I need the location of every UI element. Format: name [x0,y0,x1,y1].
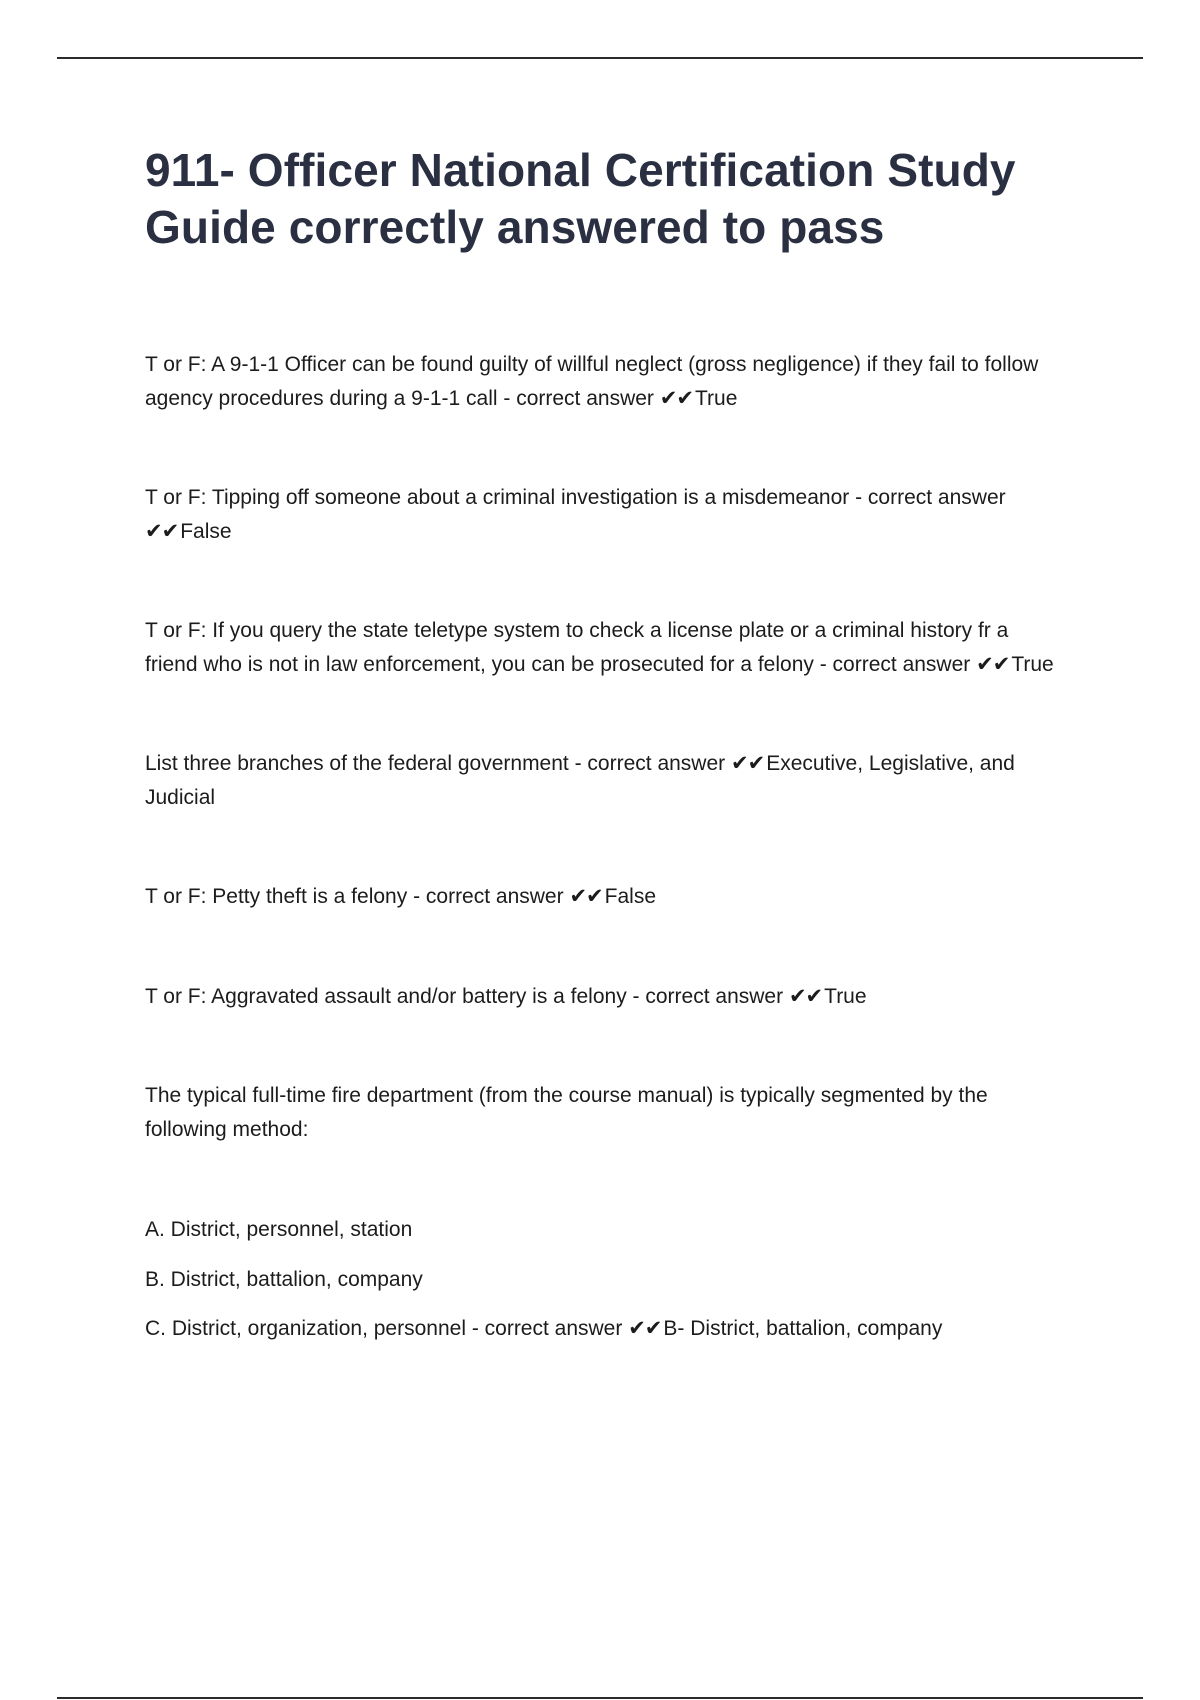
answer-text: True [694,387,738,410]
mc-answer-text: B- District, battalion, company [663,1317,943,1340]
check-icon: ✔✔ [976,653,1010,676]
option-text: C. District, organization, personnel [145,1317,466,1340]
question-text: List three branches of the federal government [145,752,569,775]
check-icon: ✔✔ [788,985,823,1008]
mc-question: The typical full-time fire department (from the course manual) is typically segmented by the following method: [145,1084,988,1141]
question-text: T or F: Tipping off someone about a criminal investigation is a misdemeanor [145,486,850,509]
check-icon: ✔✔ [569,885,603,908]
answer-prefix: - correct answer [626,985,789,1008]
check-icon: ✔✔ [145,520,179,543]
bottom-rule [57,1697,1143,1699]
check-icon: ✔✔ [730,752,765,775]
top-rule [57,57,1143,59]
answer-prefix: - correct answer [849,486,1006,509]
qa-item-5 [145,880,1065,914]
answer-text: False [180,520,232,543]
document-body [145,142,1065,1346]
answer-prefix: - correct answer [465,1317,629,1340]
answer-text: Executive, Legislative, and Judicial [145,752,1015,809]
question-text: T or F: If you query the state teletype system to check a license plate or a criminal history fr a friend who is not in law enforcement, you can be prosecuted for a felony [145,619,1009,676]
qa-item-6 [145,980,1065,1014]
answer-prefix: - correct answer [813,653,977,676]
answer-prefix: - correct answer [568,752,731,775]
check-icon: ✔✔ [628,1317,662,1340]
qa-item-3 [145,614,1065,682]
answer-text: True [824,985,867,1008]
qa-item-4 [145,747,1065,815]
answer-text: False [604,885,657,908]
answer-prefix: - correct answer [407,885,570,908]
question-text: T or F: Petty theft is a felony [145,885,408,908]
page-title: 911- Officer National Certification Study Guide correctly answered to pass [145,144,1016,253]
mc-option-c [145,1312,1065,1346]
check-icon: ✔✔ [659,387,693,410]
question-text: T or F: Aggravated assault and/or battery is a felony [145,985,627,1008]
answer-prefix: - correct answer [497,387,660,410]
question-text: T or F: A 9-1-1 Officer can be found guilty of willful neglect (gross negligence) if they fail to follow agency procedures during a 9-1-1 call [145,353,1039,410]
mc-option-a: A. District, personnel, station [145,1218,413,1241]
mc-option-b: B. District, battalion, company [145,1268,423,1291]
answer-text: True [1011,653,1054,676]
qa-item-2 [145,481,1065,549]
qa-item-1 [145,348,1065,416]
